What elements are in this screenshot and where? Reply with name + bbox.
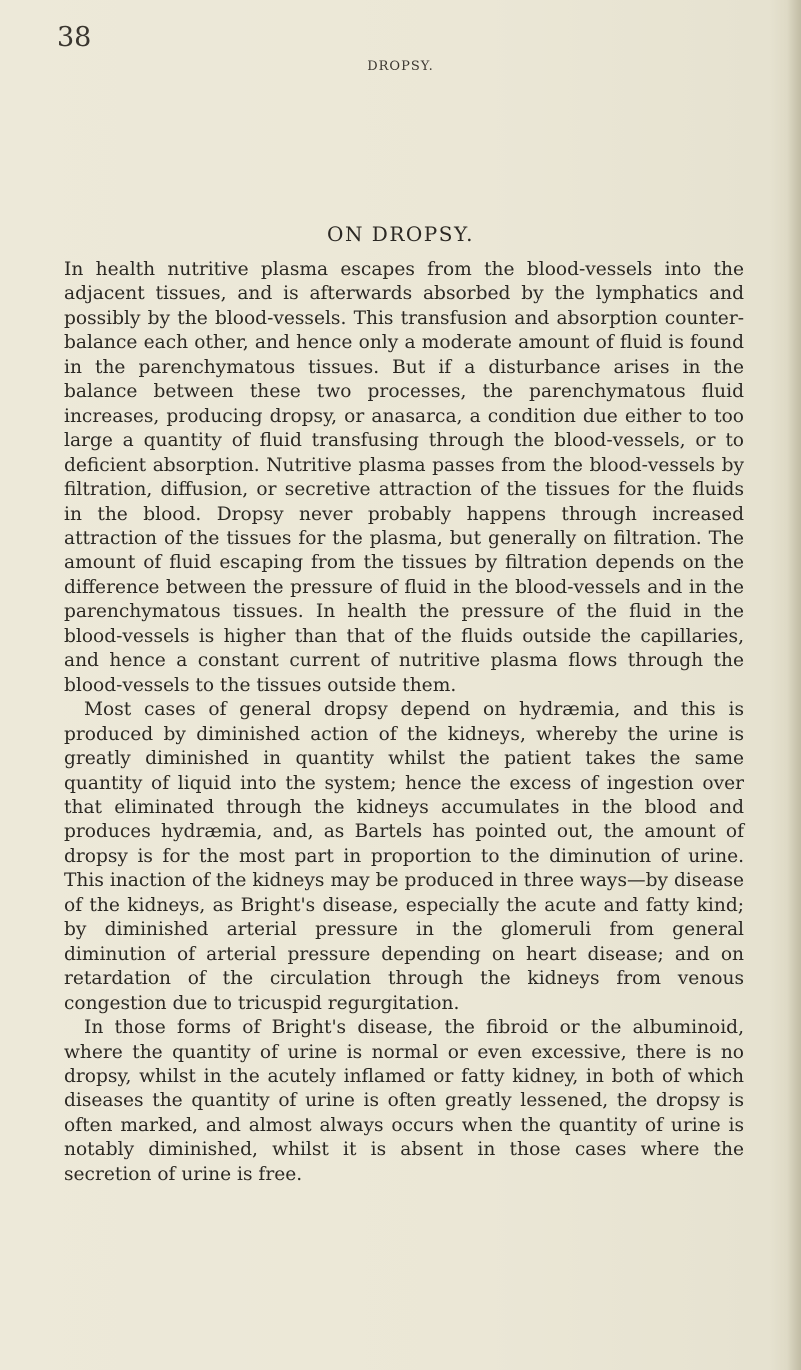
chapter-title: ON DROPSY.: [327, 222, 474, 246]
paragraph-general-dropsy: Most cases of general dropsy depend on hydræmia, and this is produced by diminished action of the kidneys, whereby the urine is greatly diminished in quantity whilst the patient takes the same quantity of liquid into the system; hence the excess of ingestion over that eliminated through the kidneys accumulates in the blood and produces hydræmia, and, as Bartels has pointed out, the amount of dropsy is for the most part in proportion to the diminution of urine. This inaction of the kidneys may be produced in three ways—by disease of the kidneys, as Bright's disease, especially the acute and fatty kind; by diminished arterial pressure in the glomeruli from general diminution of arterial pressure depending on heart disease; and on retardation of the circulation through the kidneys from venous congestion due to tricuspid regurgitation.: [64, 699, 744, 1014]
paragraph-brights-disease: In those forms of Bright's disease, the fibroid or the albuminoid, where the quantity of urine is normal or even excessive, there is no dropsy, whilst in the acutely inflamed or fatty kidney, in both of which diseases the quantity of urine is often greatly lessened, the dropsy is often marked, and almost always occurs when the quantity of urine is notably diminished, whilst it is absent in those cases where the secretion of urine is free.: [64, 1017, 744, 1185]
page-number: 38: [57, 22, 92, 53]
running-head: DROPSY.: [367, 59, 434, 74]
paragraph-health-plasma: In health nutritive plasma escapes from the blood-vessels into the adjacent tissues, and is afterwards absorbed by the lymphatics and possibly by the blood-vessels. This transfusion and absorption counter-balance each other, and hence only a moderate amount of fluid is found in the parenchymatous tissues. But if a disturbance arises in the balance between these two processes, the parenchymatous fluid increases, producing dropsy, or anasarca, a condition due either to too large a quantity of fluid transfusing through the blood-vessels, or to deficient absorption. Nutritive plasma passes from the blood-vessels by filtration, diffusion, or secretive attraction of the tissues for the fluids in the blood. Dropsy never probably happens through increased attraction of the tissues for the plasma, but generally on filtration. The amount of fluid escaping from the tissues by filtration depends on the difference between the pressure of fluid in the blood-vessels and in the parenchymatous tissues. In health the pressure of the fluid in the blood-vessels is higher than that of the fluids outside the capillaries, and hence a constant current of nutritive plasma flows through the blood-vessels to the tissues outside them.: [64, 259, 744, 696]
body-text: [64, 258, 744, 1187]
page-edge-shadow: [787, 0, 801, 1370]
